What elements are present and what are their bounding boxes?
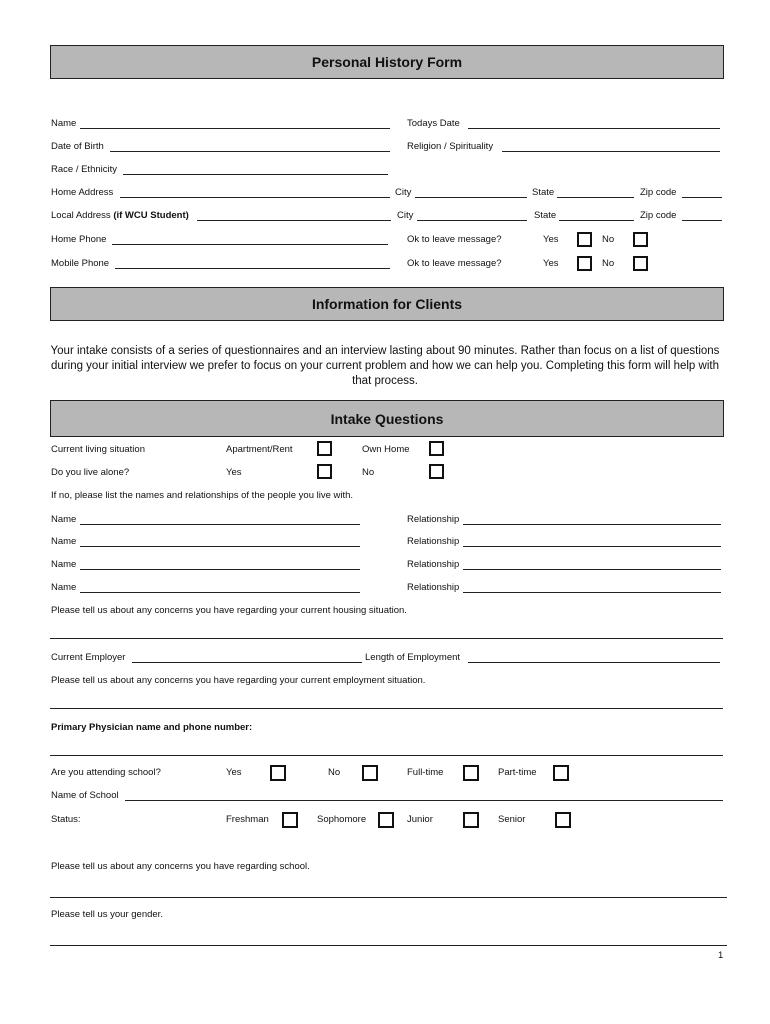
household-relationship-field[interactable]: [463, 546, 721, 547]
school-concerns-field[interactable]: [50, 897, 727, 898]
employment-concerns-field[interactable]: [50, 708, 723, 709]
mobile-phone-field[interactable]: [115, 268, 390, 269]
local-address-text: Local Address: [51, 210, 111, 221]
living-situation-label: Current living situation: [51, 444, 145, 455]
local-zip-label: Zip code: [640, 210, 677, 221]
own-home-label: Own Home: [362, 444, 410, 455]
page-number: 1: [718, 950, 724, 961]
list-people-instruction: If no, please list the names and relationships of the people you live with.: [51, 490, 354, 501]
home-phone-yes-checkbox[interactable]: [577, 232, 592, 247]
freshman-checkbox[interactable]: [282, 812, 298, 828]
senior-checkbox[interactable]: [555, 812, 571, 828]
sophomore-checkbox[interactable]: [378, 812, 394, 828]
personal-history-banner: [50, 45, 724, 79]
school-yes-checkbox[interactable]: [270, 765, 286, 781]
race-label: Race / Ethnicity: [51, 164, 117, 175]
apartment-label: Apartment/Rent: [226, 444, 293, 455]
home-phone-no-checkbox[interactable]: [633, 232, 648, 247]
gender-label: Please tell us your gender.: [51, 909, 163, 920]
household-relationship-label: Relationship: [407, 514, 460, 525]
home-phone-label: Home Phone: [51, 234, 107, 245]
school-concerns-label: Please tell us about any concerns you have regarding school.: [51, 861, 310, 872]
length-employment-field[interactable]: [468, 662, 720, 663]
local-city-field[interactable]: [417, 220, 527, 221]
mobile-phone-label: Mobile Phone: [51, 258, 110, 269]
employer-label: Current Employer: [51, 652, 126, 663]
mobile-phone-ok-label: Ok to leave message?: [407, 258, 502, 269]
household-relationship-label: Relationship: [407, 536, 460, 547]
household-relationship-field[interactable]: [463, 524, 721, 525]
senior-label: Senior: [498, 814, 526, 825]
home-city-field[interactable]: [415, 197, 527, 198]
household-name-label: Name: [51, 514, 77, 525]
school-yes-label: Yes: [226, 767, 242, 778]
intake-title: Intake Questions: [330, 410, 444, 427]
home-city-label: City: [395, 187, 412, 198]
junior-label: Junior: [407, 814, 433, 825]
mobile-phone-no-label: No: [602, 258, 615, 269]
household-name-label: Name: [51, 536, 77, 547]
attending-school-label: Are you attending school?: [51, 767, 161, 778]
school-name-field[interactable]: [125, 800, 723, 801]
name-label: Name: [51, 118, 77, 129]
junior-checkbox[interactable]: [463, 812, 479, 828]
own-home-checkbox[interactable]: [429, 441, 444, 456]
freshman-label: Freshman: [226, 814, 269, 825]
live-alone-no-checkbox[interactable]: [429, 464, 444, 479]
form-title: Personal History Form: [311, 54, 463, 70]
home-address-label: Home Address: [51, 187, 114, 198]
mobile-phone-no-checkbox[interactable]: [633, 256, 648, 271]
gender-field[interactable]: [50, 945, 727, 946]
employer-field[interactable]: [132, 662, 362, 663]
household-relationship-label: Relationship: [407, 582, 460, 593]
part-time-checkbox[interactable]: [553, 765, 569, 781]
status-label: Status:: [51, 814, 81, 825]
full-time-checkbox[interactable]: [463, 765, 479, 781]
home-phone-ok-label: Ok to leave message?: [407, 234, 502, 245]
religion-label: Religion / Spirituality: [407, 141, 494, 152]
household-relationship-field[interactable]: [463, 592, 721, 593]
info-clients-title: Information for Clients: [311, 296, 463, 312]
intro-paragraph: Your intake consists of a series of questionnaires and an interview lasting about 90 minutes. Rather than focus on a list of questions during your initial interview we prefer to focus on your current problem and how we can help you. Completing this form will help with that process.: [50, 345, 720, 387]
info-clients-banner: [50, 287, 724, 321]
live-alone-yes-checkbox[interactable]: [317, 464, 332, 479]
race-field[interactable]: [123, 174, 388, 175]
local-address-field[interactable]: [197, 220, 391, 221]
household-name-field[interactable]: [80, 592, 360, 593]
home-phone-field[interactable]: [112, 244, 388, 245]
household-relationship-label: Relationship: [407, 559, 460, 570]
housing-concerns-label: Please tell us about any concerns you have regarding your current housing situation.: [51, 605, 407, 616]
home-zip-label: Zip code: [640, 187, 677, 198]
dob-label: Date of Birth: [51, 141, 104, 152]
school-name-label: Name of School: [51, 790, 119, 801]
household-name-label: Name: [51, 582, 77, 593]
household-name-field[interactable]: [80, 569, 360, 570]
home-state-label: State: [532, 187, 555, 198]
home-state-field[interactable]: [557, 197, 634, 198]
part-time-label: Part-time: [498, 767, 537, 778]
intake-banner: [50, 400, 724, 437]
local-state-label: State: [534, 210, 557, 221]
physician-label: Primary Physician name and phone number:: [51, 722, 253, 733]
live-alone-label: Do you live alone?: [51, 467, 130, 478]
home-zip-field[interactable]: [682, 197, 722, 198]
school-no-checkbox[interactable]: [362, 765, 378, 781]
school-no-label: No: [328, 767, 341, 778]
physician-field[interactable]: [50, 755, 723, 756]
household-name-field[interactable]: [80, 524, 360, 525]
dob-field[interactable]: [110, 151, 390, 152]
household-name-field[interactable]: [80, 546, 360, 547]
home-address-field[interactable]: [120, 197, 390, 198]
housing-concerns-field[interactable]: [50, 638, 723, 639]
home-phone-no-label: No: [602, 234, 615, 245]
mobile-phone-yes-label: Yes: [543, 258, 559, 269]
length-employment-label: Length of Employment: [365, 652, 461, 663]
sophomore-label: Sophomore: [317, 814, 367, 825]
todays-date-field[interactable]: [468, 128, 720, 129]
name-field[interactable]: [80, 128, 390, 129]
local-zip-field[interactable]: [682, 220, 722, 221]
household-relationship-field[interactable]: [463, 569, 721, 570]
household-name-label: Name: [51, 559, 77, 570]
live-alone-no-label: No: [362, 467, 375, 478]
local-city-label: City: [397, 210, 414, 221]
apartment-checkbox[interactable]: [317, 441, 332, 456]
local-state-field[interactable]: [559, 220, 634, 221]
employment-concerns-label: Please tell us about any concerns you have regarding your current employment situation.: [51, 675, 426, 686]
mobile-phone-yes-checkbox[interactable]: [577, 256, 592, 271]
todays-date-label: Todays Date: [407, 118, 460, 129]
religion-field[interactable]: [502, 151, 720, 152]
local-address-label: [51, 210, 189, 222]
full-time-label: Full-time: [407, 767, 444, 778]
local-address-note: (if WCU Student): [113, 210, 189, 221]
live-alone-yes-label: Yes: [226, 467, 242, 478]
home-phone-yes-label: Yes: [543, 234, 559, 245]
